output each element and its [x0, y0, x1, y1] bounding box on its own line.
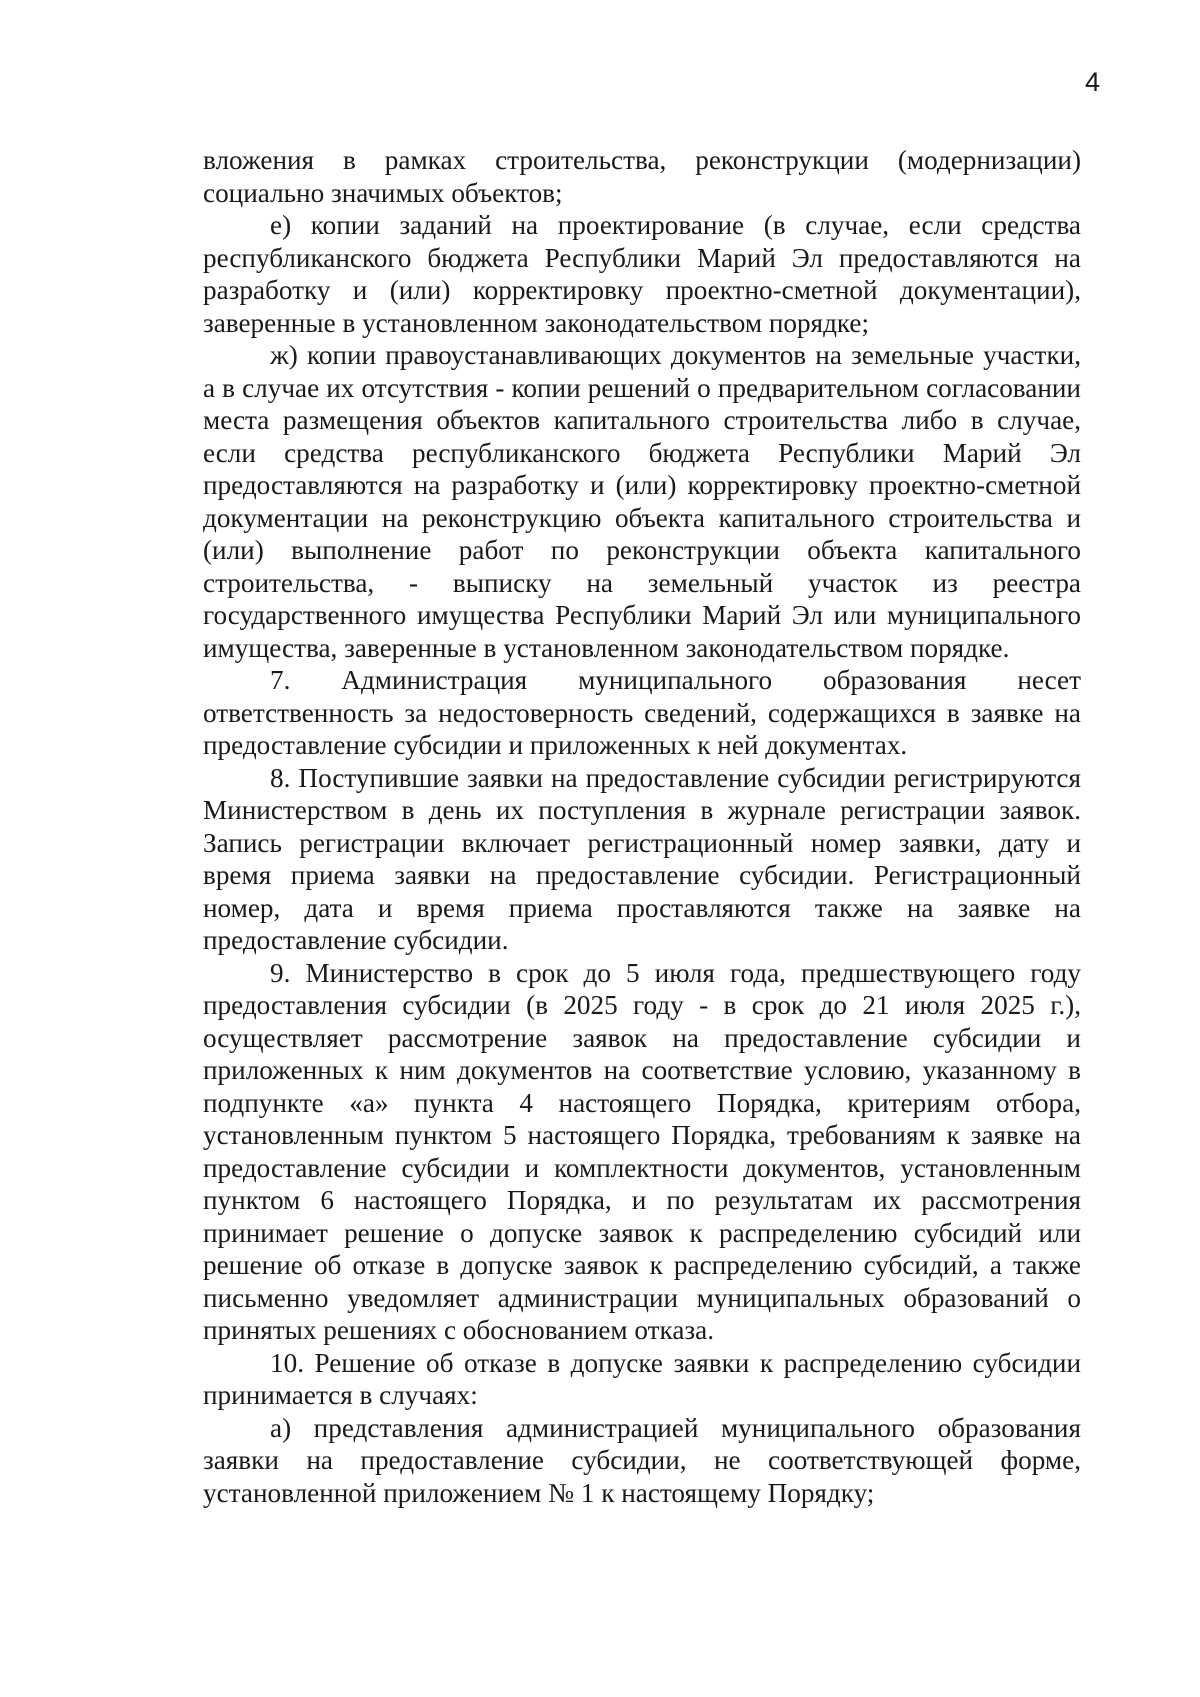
page-number: 4 — [1084, 67, 1100, 97]
paragraph-item-e: е) копии заданий на проектирование (в случае, если средства республиканского бюджета Республики Марий Эл предоставляются на разработку и (или) корректировку проектно-сметной документации), заверенные в установленном законодательством порядке; — [203, 210, 1081, 338]
paragraph-clause-10: 10. Решение об отказе в допуске заявки к распределению субсидии принимается в случаях: — [203, 1347, 1081, 1410]
document-body — [203, 144, 1081, 1509]
paragraph-continuation: вложения в рамках строительства, реконструкции (модернизации) социально значимых объектов; — [203, 145, 1081, 208]
paragraph-clause-8: 8. Поступившие заявки на предоставление субсидии регистрируются Министерством в день их поступления в журнале регистрации заявок. Запись регистрации включает регистрационный номер заявки, дату и время приема заявки на предоставление субсидии. Регистрационный номер, дата и время приема проставляются также на заявке на предоставление субсидии. — [203, 762, 1081, 955]
paragraph-clause-7: 7. Администрация муниципального образования несет ответственность за недостоверность сведений, содержащихся в заявке на предоставление субсидии и приложенных к ней документах. — [203, 665, 1081, 760]
paragraph-item-zh: ж) копии правоустанавливающих документов на земельные участки, а в случае их отсутствия - копии решений о предварительном согласовании места размещения объектов капитального строительства либо в случае, если средства республиканского бюджета Республики Марий Эл предоставляются на разработку и (или) корректировку проектно-сметной документации на реконструкцию объекта капитального строительства и (или) выполнение работ по реконструкции объекта капитального строительства, - выписку на земельный участок из реестра государственного имущества Республики Марий Эл или муниципального имущества, заверенные в установленном законодательством порядке. — [203, 340, 1081, 663]
paragraph-clause-9: 9. Министерство в срок до 5 июля года, предшествующего году предоставления субсидии (в 2025 году - в срок до 21 июля 2025 г.), осуществляет рассмотрение заявок на предоставление субсидии и приложенных к ним документов на соответствие условию, указанному в подпункте «а» пункта 4 настоящего Порядка, критериям отбора, установленным пунктом 5 настоящего Порядка, требованиям к заявке на предоставление субсидии и комплектности документов, установленным пунктом 6 настоящего Порядка, и по результатам их рассмотрения принимает решение о допуске заявок к распределению субсидий или решение об отказе в допуске заявок к распределению субсидий, а также письменно уведомляет администрации муниципальных образований о принятых решениях с обоснованием отказа. — [203, 957, 1081, 1345]
paragraph-clause-10-a: а) представления администрацией муниципального образования заявки на предоставление субсидии, не соответствующей форме, установленной приложением № 1 к настоящему Порядку; — [203, 1412, 1081, 1508]
